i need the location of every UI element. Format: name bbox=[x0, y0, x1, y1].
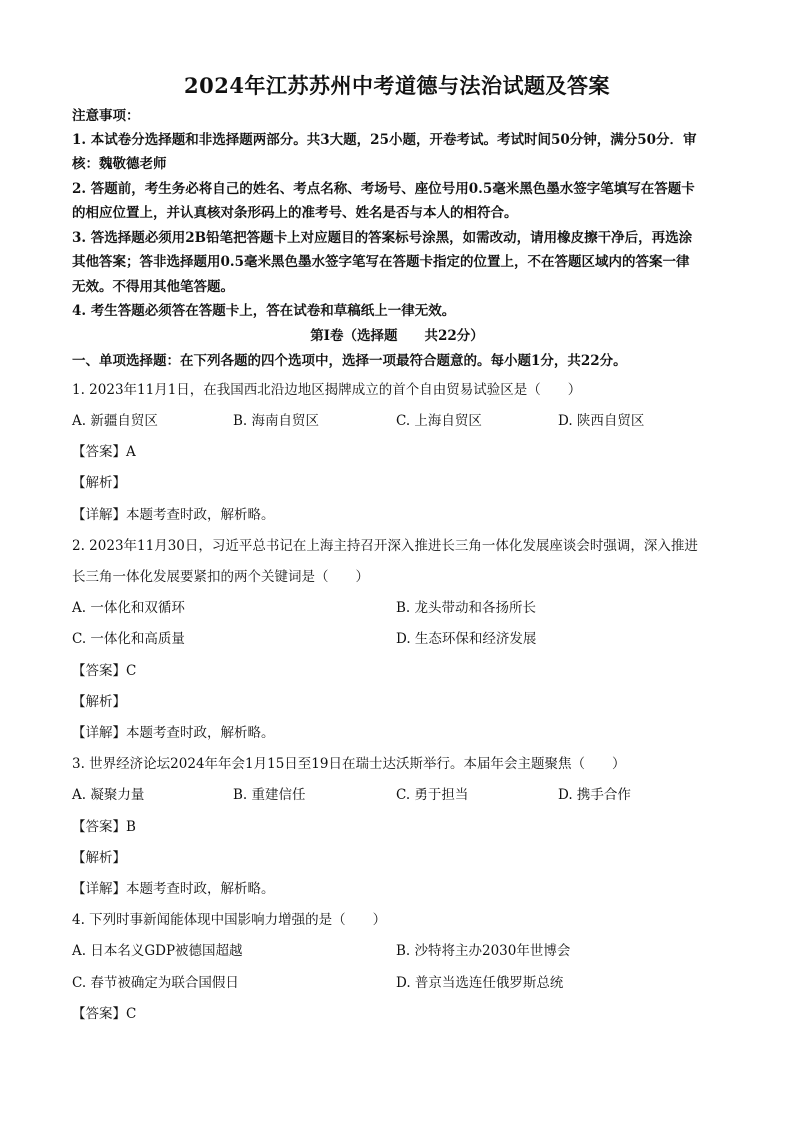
answer: 【答案】A bbox=[72, 444, 136, 460]
detail: 【详解】本题考查时政，解析略。 bbox=[72, 507, 275, 523]
answer: 【答案】C bbox=[72, 663, 137, 679]
answer: 【答案】C bbox=[72, 1006, 137, 1022]
option-b: B. 沙特将主办2030年世博会 bbox=[396, 943, 571, 959]
notice-line: 1. 本试卷分选择题和非选择题两部分。共3大题，25小题，开卷考试。考试时间50分钟，满分50分．审 bbox=[72, 132, 697, 148]
notice-line: 的相应位置上，并认真核对条形码上的准考号、姓名是否与本人的相符合。 bbox=[72, 205, 518, 221]
question-stem: 长三角一体化发展要紧扣的两个关键词是（ ） bbox=[72, 569, 369, 585]
notice-heading: 注意事项： bbox=[72, 108, 140, 124]
detail: 【详解】本题考查时政，解析略。 bbox=[72, 881, 275, 897]
question-stem: 1. 2023年11月1日，在我国西北沿边地区揭牌成立的首个自由贸易试验区是（ ） bbox=[72, 382, 582, 398]
part-heading: 一、单项选择题：在下列各题的四个选项中，选择一项最符合题意的。每小题1分，共22分。 bbox=[72, 353, 627, 369]
option-c: C. 一体化和高质量 bbox=[72, 631, 185, 647]
notice-line: 2. 答题前，考生务必将自己的姓名、考点名称、考场号、座位号用0.5毫米黑色墨水签字笔填写在答题卡 bbox=[72, 181, 695, 197]
option-b: B. 海南自贸区 bbox=[233, 413, 320, 429]
option-d: D. 陕西自贸区 bbox=[558, 413, 645, 429]
question-stem: 2. 2023年11月30日，习近平总书记在上海主持召开深入推进长三角一体化发展座谈会时强调，深入推进 bbox=[72, 538, 698, 554]
analysis: 【解析】 bbox=[72, 475, 126, 491]
option-a: A. 新疆自贸区 bbox=[72, 413, 158, 429]
page-title: 2024年江苏苏州中考道德与法治试题及答案 bbox=[184, 73, 610, 98]
notice-line: 4. 考生答题必须答在答题卡上，答在试卷和草稿纸上一律无效。 bbox=[72, 303, 456, 319]
option-b: B. 龙头带动和各扬所长 bbox=[396, 600, 537, 616]
notice-line: 无效。不得用其他笔答题。 bbox=[72, 279, 234, 295]
option-a: A. 凝聚力量 bbox=[72, 787, 145, 803]
detail: 【详解】本题考查时政，解析略。 bbox=[72, 725, 275, 741]
option-c: C. 勇于担当 bbox=[396, 787, 469, 803]
option-c: C. 春节被确定为联合国假日 bbox=[72, 975, 239, 991]
option-d: D. 普京当选连任俄罗斯总统 bbox=[396, 975, 564, 991]
analysis: 【解析】 bbox=[72, 694, 126, 710]
notice-line: 核：魏敬德老师 bbox=[72, 156, 167, 172]
section-title: 第Ⅰ卷（选择题 共22分） bbox=[310, 328, 484, 344]
analysis: 【解析】 bbox=[72, 850, 126, 866]
option-d: D. 携手合作 bbox=[558, 787, 631, 803]
question-stem: 4. 下列时事新闻能体现中国影响力增强的是（ ） bbox=[72, 912, 387, 928]
option-b: B. 重建信任 bbox=[233, 787, 306, 803]
option-d: D. 生态环保和经济发展 bbox=[396, 631, 537, 647]
question-stem: 3. 世界经济论坛2024年年会1月15日至19日在瑞士达沃斯举行。本届年会主题聚焦（ ） bbox=[72, 756, 626, 772]
notice-line: 其他答案；答非选择题用0.5毫米黑色墨水签字笔写在答题卡指定的位置上，不在答题区域内的答案一律 bbox=[72, 254, 690, 270]
option-a: A. 一体化和双循环 bbox=[72, 600, 185, 616]
notice-line: 3. 答选择题必须用2B铅笔把答题卡上对应题目的答案标号涂黑，如需改动，请用橡皮擦干净后，再选涂 bbox=[72, 230, 693, 246]
answer: 【答案】B bbox=[72, 819, 136, 835]
option-a: A. 日本名义GDP被德国超越 bbox=[72, 943, 243, 959]
option-c: C. 上海自贸区 bbox=[396, 413, 482, 429]
